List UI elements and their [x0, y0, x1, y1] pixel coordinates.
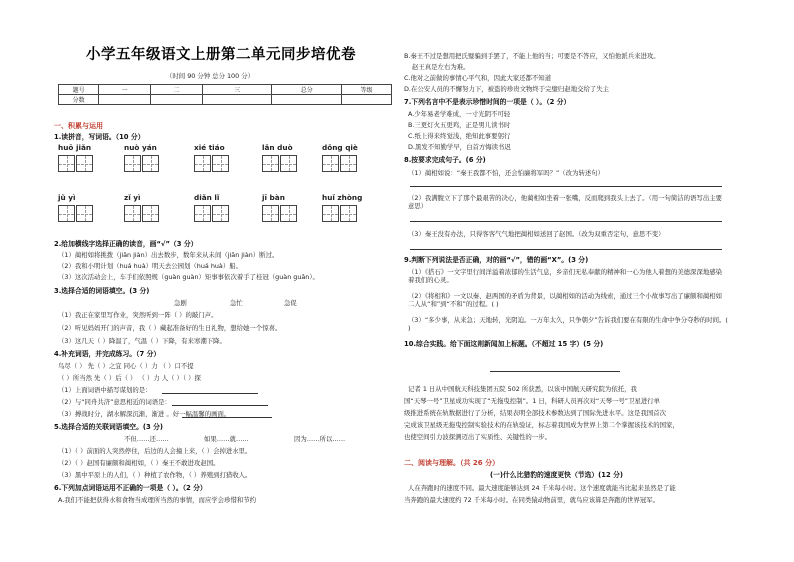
page-subtitle: （时间 90 分钟 总分 100 分）	[166, 72, 255, 80]
writing-box[interactable]	[76, 205, 93, 222]
writing-box[interactable]	[58, 155, 75, 172]
word-option: 因为……所以……	[294, 435, 346, 443]
writing-box[interactable]	[322, 205, 339, 222]
question-line: （1）我正在家里写作业，突然听到一阵（ ）的敲门声。	[58, 311, 218, 319]
score-cell[interactable]	[272, 95, 341, 105]
writing-box[interactable]	[58, 205, 75, 222]
question-line: （1）（ ）前面的人突然停住，后边的人会撞上来，（ ）会掉进水里。	[58, 447, 252, 455]
choice-option[interactable]: A.少年易老学难成，一寸光阴不可轻	[408, 110, 511, 118]
writing-box[interactable]	[194, 155, 211, 172]
question-line: （2）与“同舟共济”意思相近的词语是：	[58, 398, 171, 406]
score-cell[interactable]	[341, 95, 391, 105]
pinyin: diǎn lǐ	[194, 193, 220, 202]
idiom-row: （ ）所当然 先（ ）后（ ） （ ）力 人（ ）（ ）探	[58, 374, 201, 382]
score-cell: 一	[99, 85, 151, 95]
score-cell: 三	[203, 85, 272, 95]
score-table-header-row	[59, 85, 392, 95]
answer-line[interactable]	[410, 221, 722, 222]
score-cell[interactable]	[151, 95, 203, 105]
word-option: 不但……还……	[124, 435, 169, 443]
score-table-score-row	[59, 95, 392, 105]
writing-box[interactable]	[340, 205, 357, 222]
word-option: 如果……就……	[204, 435, 249, 443]
news-paragraph: 级推进系统在轨数据进行了分析，结果表明全部技术参数达到了国际先进水平。这是我国首次	[404, 409, 667, 417]
answer-line[interactable]	[162, 393, 258, 394]
question-line: （2）我和小明计划（huá huà）明天去公园划（huá huà）船。	[58, 262, 243, 270]
news-paragraph: 完成该卫星级无拖曳控制实验技术的在轨验证，标志着我国成为世界上第二个掌握该技术的国家，	[404, 421, 679, 429]
writing-box[interactable]	[212, 155, 229, 172]
score-cell[interactable]	[203, 95, 272, 105]
score-cell: 分数	[59, 95, 99, 105]
writing-box[interactable]	[142, 205, 159, 222]
choice-option[interactable]: D.在公安人员的不懈努力下，被盗的珍贵文物终于完璧归赵地交给了失主	[404, 85, 610, 93]
writing-box[interactable]	[124, 155, 141, 172]
question-line: （2）听见妈妈开门的声音，我（ ）藏起准备好的生日礼物，想给她一个惊喜。	[58, 324, 282, 332]
news-paragraph: 国“天琴一号”卫星成功实现了“无拖曳控制”。1 日，科研人员再次对“天琴一号”卫星进行单	[404, 397, 661, 405]
score-cell[interactable]	[99, 95, 151, 105]
writing-box[interactable]	[194, 205, 211, 222]
answer-line[interactable]	[410, 249, 722, 250]
pinyin: jī bàn	[262, 193, 285, 202]
choice-option[interactable]: B.三更灯火五更鸡，正是男儿读书时	[408, 121, 511, 129]
question-line: （2）我满腹立下了那个最艰苦的决心，他蔺相如坐着一张嘴，反而爬到我头上去了。（用一句简洁的语写出主要意思）	[408, 194, 723, 210]
writing-box[interactable]	[340, 155, 357, 172]
pinyin: huō jiǎn	[58, 143, 92, 152]
choice-option[interactable]: A.我们不能把获得水和食物当成理所当然的事情，而应学会珍惜和节约	[58, 496, 257, 504]
writing-box[interactable]	[262, 205, 279, 222]
news-paragraph: 也使空间引力波探测迈出了实质性、关键性的一步。	[404, 433, 551, 441]
question-line: （1）《搭石》一文字里行间洋溢着浓郁的生活气息，乡亲们无私奉献的精神和一心为他人着想的美德深深地感染着我们的心灵。	[408, 268, 723, 284]
passage-text: 当奔跑的最大速度约 72 千米每小时。在同类猿动物前里，就鸟应该算是奔跑的世界冠军。	[404, 496, 660, 504]
question-line: （1）蔺相如说：“秦王我都不怕，还会怕廉将军吗？”（改为转述句）	[408, 169, 605, 177]
writing-box[interactable]	[280, 205, 297, 222]
score-cell: 题号	[59, 85, 99, 95]
answer-line[interactable]	[172, 405, 268, 406]
answer-line[interactable]	[182, 417, 272, 418]
right-column	[404, 0, 744, 562]
question-title: 4.补充词语，并完成练习。（7 分）	[54, 350, 161, 358]
question-line: （3）秦王没有办法，只得客客气气地把蔺相如送回了赵国。（改为双重否定句，意思不变）	[408, 230, 665, 238]
writing-box[interactable]	[76, 155, 93, 172]
answer-line[interactable]	[410, 186, 722, 187]
passage-title: (一)什么比猎豹的速度更快（节选）(12 分)	[490, 471, 623, 479]
question-title: 5.选择合适的关联词语填空。(3 分)	[54, 423, 163, 431]
question-title: 7.下列名言中不是表示珍惜时间的一项是（ ）。（2 分）	[404, 98, 571, 106]
section-heading: 一、积累与运用	[54, 122, 103, 130]
question-title: 6.下列加点词语运用不正确的一项是（ ）。（2 分）	[54, 484, 207, 492]
idiom-row: 鸟尽（ ） 先（ ）之宜 同心（ ）力 （ ）口不提	[58, 362, 194, 370]
writing-box[interactable]	[322, 155, 339, 172]
writing-box[interactable]	[280, 155, 297, 172]
passage-text: 人在奔跑时的速度不同。最大速度能够达到 24 千米每小时。这个速度就能当比起来虽然是了能	[408, 484, 676, 492]
left-column	[54, 0, 394, 562]
score-cell: 总分	[272, 85, 341, 95]
score-cell: 等级	[341, 85, 391, 95]
question-line: （3）这几天（ ）降温了，气温（ ）下降，有来寒潮下降。	[58, 337, 226, 345]
choice-option[interactable]: B.秦王不过是想用把氏璧骗到手罢了，不能上他的当；可要是不答应，又怕他派兵来进攻。	[404, 52, 660, 60]
pinyin: xié tiáo	[194, 143, 225, 152]
choice-option[interactable]: C.纸上得来终觉浅，绝知此事要躬行	[408, 132, 511, 140]
section-heading: 二、阅读与理解。（共 26 分）	[404, 459, 500, 467]
question-title: 10.综合实践。给下面这则新闻加上标题。（不超过 15 字）(5 分)	[404, 340, 604, 348]
headline-answer-line[interactable]	[490, 371, 620, 372]
word-option: 急剧	[174, 299, 187, 307]
question-line: （3）这次活动会上，车手们依照规（guàn guàn）矩事事依次着手了桂冠（guàn guān）。	[58, 273, 319, 281]
writing-box[interactable]	[124, 205, 141, 222]
pinyin: jǔ yì	[58, 193, 76, 202]
pinyin: dǒng qiè	[322, 143, 358, 152]
writing-box[interactable]	[262, 155, 279, 172]
choice-option[interactable]: D.黑发不知勤学早，白首方悔读书迟	[408, 143, 511, 151]
question-line: （3）黑中平原上的人们，（ ）种植了农作物，（ ）养殖到打猎收人。	[58, 471, 252, 479]
word-option: 急忙	[230, 299, 243, 307]
question-line: （3）“多少事，从来急；天地转，光阴迫。一万年太久，只争朝夕”告诉我们要在有限的生命中争分夺秒的时间。( )	[408, 316, 728, 332]
choice-option-cont: 赵王真是左右为难。	[412, 63, 470, 71]
question-line: （3）搏战时分，湖水解深沉渐，渐进 。好一幅温馨的画面。	[58, 410, 231, 418]
question-line: （1）蔺相如将挑拨（jiān jiàn）出去数步，数年来从未间（jiān jiàn）断过。	[58, 251, 279, 259]
question-line: （2）《将相和》一文以秦、赵两国的矛盾为背景，以蔺相如的活动为线索，通过三个小故事写出了廉颇和蔺相如二人从“和”到“不和”的过程。( )	[408, 292, 723, 308]
pinyin: lǎn duò	[262, 143, 293, 152]
pinyin: huǐ zhòng	[322, 193, 363, 202]
question-title: 3.选择合适的词语填空。(3 分)	[54, 287, 150, 295]
news-paragraph: 记者 1 日从中国航天科技集团五院 502 所获悉，以该中国航天研究院为依托，我	[408, 385, 637, 393]
writing-box[interactable]	[142, 155, 159, 172]
choice-option[interactable]: C.他对之前做的事情心平气和，因此大家还都不知道	[404, 74, 552, 82]
pinyin: zǐ yì	[124, 193, 141, 202]
question-title: 2.给加横线字选择正确的读音，画“√”（3 分）	[54, 240, 198, 248]
pinyin: nuò yán	[124, 143, 157, 152]
score-table	[58, 84, 392, 105]
question-line: （2）（ ）赵国有廉颇和蔺相如，（ ）秦王不敢进攻赵国。	[58, 459, 220, 467]
page-title: 小学五年级语文上册第二单元同步培优卷	[86, 47, 356, 63]
score-cell: 二	[151, 85, 203, 95]
question-title: 9.判断下列说法是否正确，对的画“√”，错的画“X”。(3 分)	[404, 256, 589, 264]
writing-box[interactable]	[212, 205, 229, 222]
question-title: 8.按要求完成句子。(6 分)	[404, 156, 486, 164]
word-option: 急促	[284, 299, 297, 307]
question-title: 1.读拼音，写词语。（10 分）	[54, 133, 145, 141]
question-line: （1）上面词语中描写谋划的是：	[58, 386, 152, 394]
